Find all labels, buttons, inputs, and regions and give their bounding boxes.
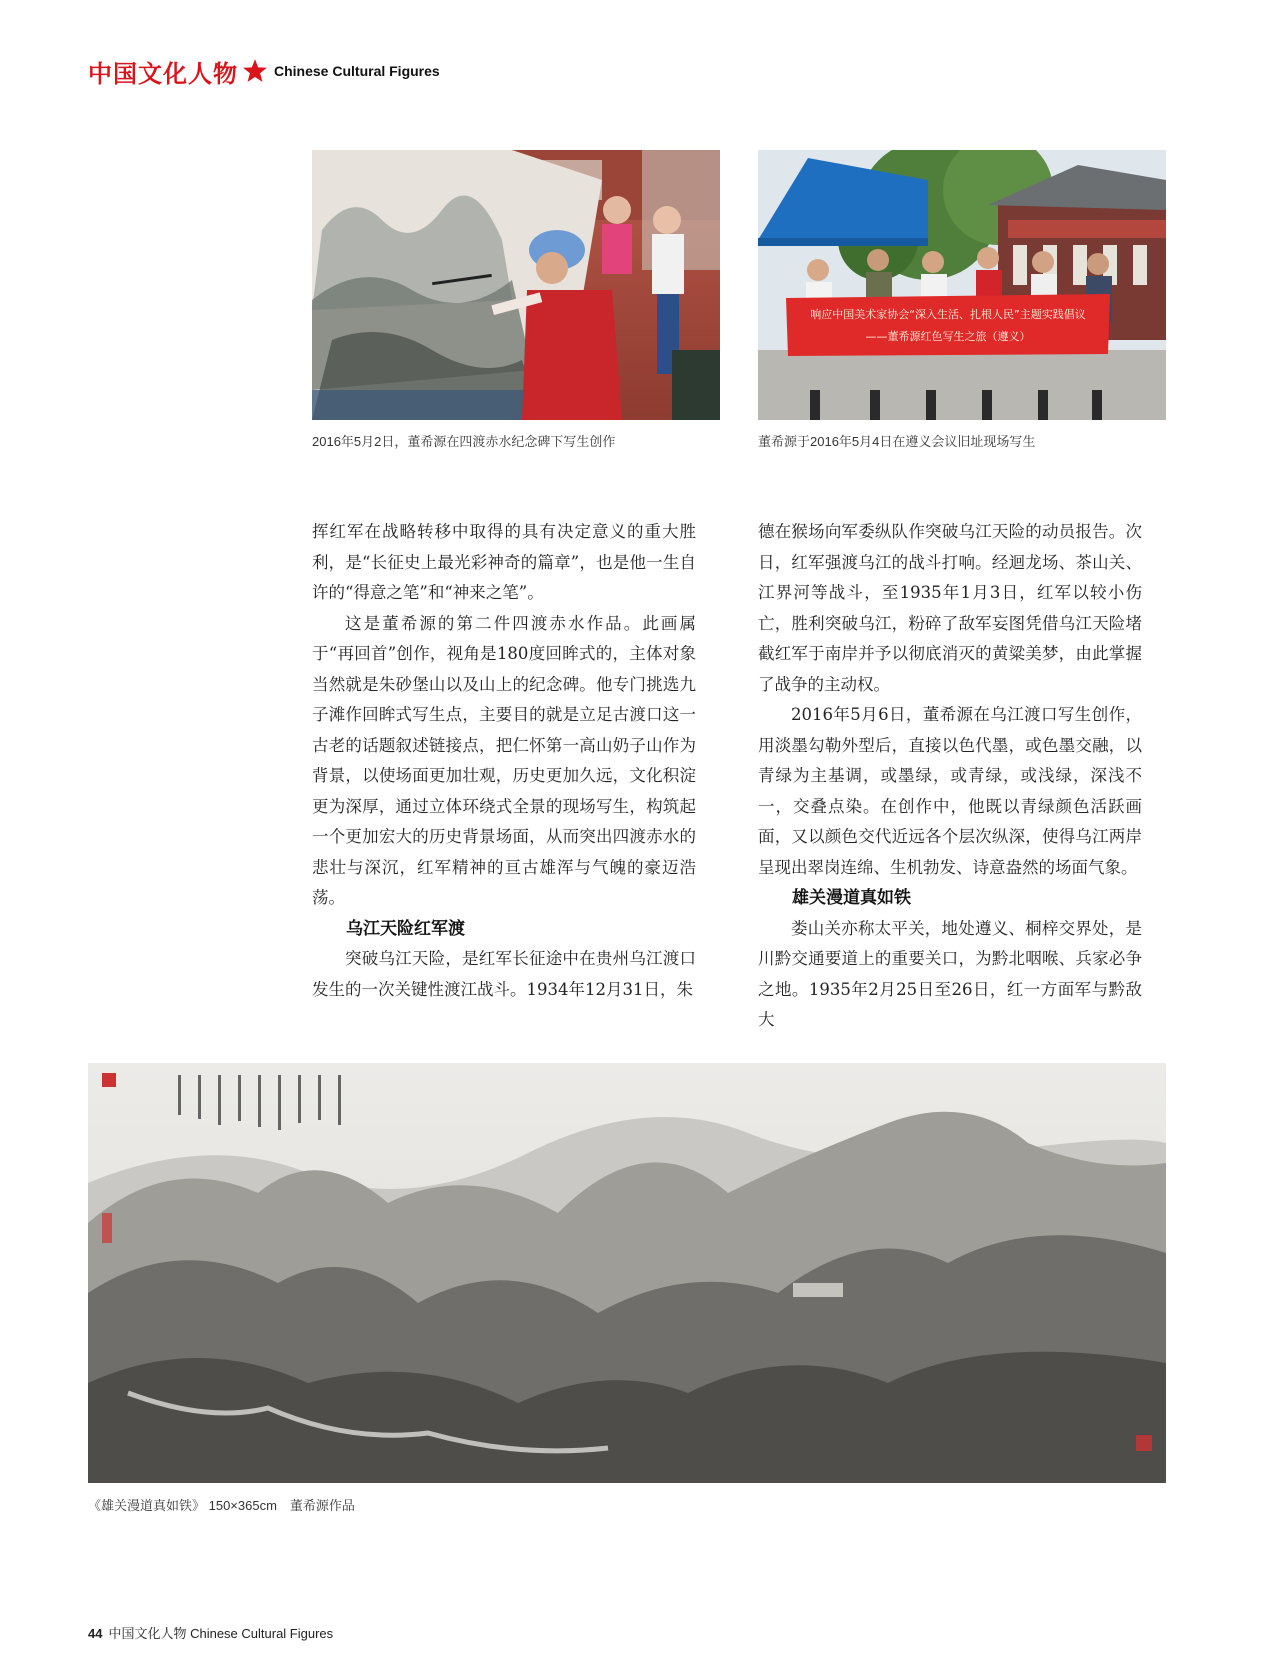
paragraph: 这是董希源的第二件四渡赤水作品。此画属于“再回首”创作，视角是180度回眸式的，主体对象当然就是朱砂堡山以及山上的纪念碑。他专门挑选九子滩作回眸式写生点，主要目的就是立足古渡口这一古老的话题叙述链接点，把仁怀第一高山奶子山作为背景，以使场面更加壮观，历史更加久远，文化积淀更为深厚，通过立体环绕式全景的现场写生，构筑起一个更加宏大的历史背景场面，从而突出四渡赤水的悲壮与深沉，红军精神的亘古雄浑与气魄的豪迈浩荡。	[312, 613, 696, 907]
painting-caption: 《雄关漫道真如铁》 150×365cm 董希源作品	[88, 1498, 355, 1513]
magazine-title-cn: 中国文化人物	[88, 58, 238, 88]
page-footer	[88, 1623, 333, 1642]
banner-line-1: 响应中国美术家协会“深入生活、扎根人民”主题实践倡议	[810, 308, 1086, 321]
red-star-icon	[242, 58, 268, 84]
photo-group-zunyi	[758, 150, 1166, 420]
photo-caption-left: 2016年5月2日，董希源在四渡赤水纪念碑下写生创作	[312, 434, 616, 449]
section-heading: 乌江天险红军渡	[346, 918, 465, 938]
photo-caption-right: 董希源于2016年5月4日在遵义会议旧址现场写生	[758, 434, 1036, 449]
magazine-title-en: Chinese Cultural Figures	[274, 63, 440, 79]
paragraph: 挥红军在战略转移中取得的具有决定意义的重大胜利，是“长征史上最光彩神奇的篇章”，也是他一生自许的“得意之笔”和“神来之笔”。	[312, 522, 696, 602]
article-column-left	[312, 517, 696, 1005]
article-column-right	[758, 517, 1142, 1036]
paragraph: 德在猴场向军委纵队作突破乌江天险的动员报告。次日，红军强渡乌江的战斗打响。经迴龙场、茶山关、江界河等战斗，至1935年1月3日，红军以较小伤亡，胜利突破乌江，粉碎了敌军妄图凭借乌江天险堵截红军于南岸并予以彻底消灭的黄粱美梦，由此掌握了战争的主动权。	[758, 522, 1142, 694]
painting-landscape	[88, 1063, 1166, 1483]
magazine-header	[88, 56, 440, 86]
photo-artist-painting	[312, 150, 720, 420]
paragraph: 突破乌江天险，是红军长征途中在贵州乌江渡口发生的一次关键性渡江战斗。1934年12月31日，朱	[312, 949, 696, 999]
footer-title: 中国文化人物 Chinese Cultural Figures	[108, 1626, 334, 1641]
paragraph: 2016年5月6日，董希源在乌江渡口写生创作，用淡墨勾勒外型后，直接以色代墨，或色墨交融，以青绿为主基调，或墨绿，或青绿，或浅绿，深浅不一，交叠点染。在创作中，他既以青绿颜色活跃画面，又以颜色交代近远各个层次纵深，使得乌江两岸呈现出翠岗连绵、生机勃发、诗意盎然的场面气象。	[758, 705, 1142, 877]
banner-line-2: ——董希源红色写生之旅（遵义）	[865, 330, 1031, 343]
page-number: 44	[88, 1626, 103, 1641]
section-heading: 雄关漫道真如铁	[792, 888, 911, 907]
paragraph: 娄山关亦称太平关，地处遵义、桐梓交界处，是川黔交通要道上的重要关口，为黔北咽喉、兵家必争之地。1935年2月25日至26日，红一方面军与黔敌大	[758, 918, 1142, 1029]
